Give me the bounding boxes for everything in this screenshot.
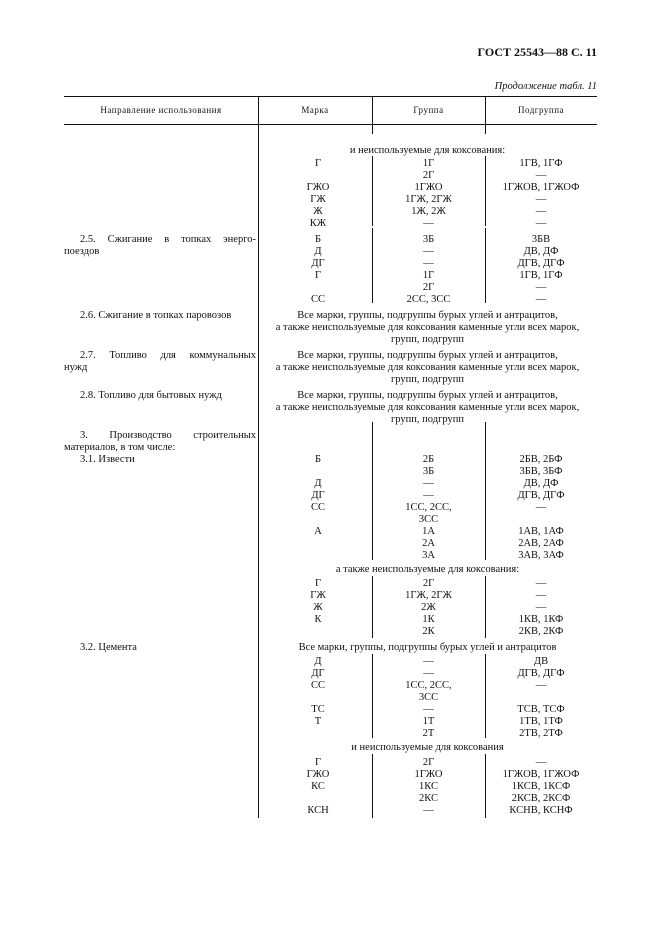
cell-subgroup: ДГВ, ДГФ <box>517 490 565 501</box>
cell-group: 3СС <box>418 514 439 525</box>
cell-group: 3СС <box>418 692 439 703</box>
direction-2-7-cont: нужд <box>64 362 88 373</box>
cell-group: 2Г <box>422 757 435 768</box>
span-note: а также неиспользуемые для коксования: <box>335 564 520 575</box>
span-all-grades-2b: а также неиспользуемые для коксования каменные угли всех марок, <box>275 362 580 373</box>
cell-subgroup: 2КСВ, 2КСФ <box>511 793 571 804</box>
cell-grade: ДГ <box>311 490 325 501</box>
cell-group: 1А <box>422 526 435 537</box>
cell-subgroup: ДВ, ДФ <box>523 246 559 257</box>
span-all-grades-3c: групп, подгрупп <box>391 414 464 425</box>
cell-grade: Д <box>314 478 322 489</box>
cell-subgroup: — <box>535 757 547 768</box>
cell-grade: Г <box>314 757 322 768</box>
cell-grade: СС <box>310 502 325 513</box>
cell-subgroup: 1ГЖОВ, 1ГЖОФ <box>502 769 580 780</box>
cell-subgroup: 1ГВ, 1ГФ <box>519 270 563 281</box>
cell-subgroup: ДВ <box>533 656 549 667</box>
cell-grade: ГЖ <box>310 590 326 601</box>
cell-grade: Ж <box>313 206 323 217</box>
span-all-grades-3a: Все марки, группы, подгруппы бурых углей и антрацитов, <box>297 390 558 401</box>
cell-group: 1Г <box>422 270 435 281</box>
cell-group: — <box>423 258 434 269</box>
cell-subgroup: — <box>535 602 547 613</box>
cell-subgroup: 1ГВ, 1ГФ <box>519 158 563 169</box>
cell-group: 2Б <box>422 454 435 465</box>
cell-group: 2Г <box>422 578 435 589</box>
direction-3: 3. Производство строительных <box>80 430 256 441</box>
cell-group: — <box>423 246 434 257</box>
cell-subgroup: 1ТВ, 1ТФ <box>519 716 563 727</box>
cell-group: 1ГЖ, 2ГЖ <box>405 194 452 205</box>
cell-group: 1ГЖ, 2ГЖ <box>405 590 452 601</box>
span-all-grades-1b: а также неиспользуемые для коксования каменные угли всех марок, <box>275 322 580 333</box>
cell-group: 2Ж <box>421 602 436 613</box>
cell-grade: К <box>314 614 322 625</box>
cell-group: 1СС, 2СС, <box>405 680 452 691</box>
cell-grade: КС <box>311 781 325 792</box>
span-all-grades-2a: Все марки, группы, подгруппы бурых углей и антрацитов, <box>297 350 558 361</box>
direction-2-8: 2.8. Топливо для бытовых нужд <box>80 390 222 401</box>
span-all-grades-4: Все марки, группы, подгруппы бурых углей и антрацитов <box>298 642 557 653</box>
cell-grade: Т <box>314 716 322 727</box>
cell-grade: Б <box>314 454 322 465</box>
cell-subgroup: 3БВ, 3БФ <box>519 466 563 477</box>
cell-group: 2СС, 3СС <box>406 294 451 305</box>
cell-group: — <box>423 668 434 679</box>
cell-grade: ТС <box>311 704 325 715</box>
table-header-rule <box>64 124 597 125</box>
cell-group: 3А <box>422 550 435 561</box>
cell-subgroup: 2ТВ, 2ТФ <box>519 728 563 739</box>
cell-group: 1СС, 2СС, <box>405 502 452 513</box>
span-all-grades-1a: Все марки, группы, подгруппы бурых углей и антрацитов, <box>297 310 558 321</box>
cell-grade: ДГ <box>311 258 325 269</box>
direction-2-7: 2.7. Топливо для коммунальных <box>80 350 256 361</box>
cell-group: 1Т <box>422 716 435 727</box>
cell-group: 1Г <box>422 158 435 169</box>
direction-3-2: 3.2. Цемента <box>80 642 137 653</box>
cell-grade: Ж <box>313 602 323 613</box>
cell-group: — <box>423 478 434 489</box>
table-top-rule <box>64 96 597 97</box>
cell-group: 2К <box>422 626 435 637</box>
cell-group: — <box>423 704 434 715</box>
cell-subgroup: — <box>535 282 547 293</box>
cell-subgroup: — <box>535 502 547 513</box>
cell-grade: КЖ <box>309 218 327 229</box>
cell-group: 2Г <box>422 170 435 181</box>
column-header-subgroup: Подгруппа <box>517 105 565 115</box>
cell-subgroup: ТСВ, ТСФ <box>517 704 565 715</box>
cell-subgroup: 1АВ, 1АФ <box>518 526 564 537</box>
cell-subgroup: 3АВ, 3АФ <box>518 550 564 561</box>
cell-subgroup: ДВ, ДФ <box>523 478 559 489</box>
cell-group: 1Ж, 2Ж <box>411 206 446 217</box>
cell-subgroup: 1КВ, 1КФ <box>518 614 564 625</box>
cell-group: 2А <box>422 538 435 549</box>
cell-grade: ДГ <box>311 668 325 679</box>
direction-2-5-cont: поездов <box>64 246 100 257</box>
cell-grade: А <box>314 526 322 537</box>
span-note: и неиспользуемые для коксования: <box>349 145 506 156</box>
cell-subgroup: 1ГЖОВ, 1ГЖОФ <box>502 182 580 193</box>
cell-group: 2КС <box>419 793 438 804</box>
page-header-title: ГОСТ 25543—88 С. 11 <box>477 45 597 59</box>
cell-grade: Д <box>314 656 322 667</box>
cell-subgroup: — <box>535 170 547 181</box>
span-note: и неиспользуемые для коксования <box>351 742 504 753</box>
column-header-group: Группа <box>413 105 444 115</box>
cell-grade: Д <box>314 246 322 257</box>
cell-subgroup: 2БВ, 2БФ <box>519 454 563 465</box>
cell-group: 1К <box>422 614 435 625</box>
cell-grade: СС <box>310 294 325 305</box>
cell-subgroup: — <box>535 218 547 229</box>
cell-subgroup: — <box>535 206 547 217</box>
cell-subgroup: ДГВ, ДГФ <box>517 668 565 679</box>
cell-subgroup: — <box>535 680 547 691</box>
cell-group: — <box>423 805 434 816</box>
cell-subgroup: КСНВ, КСНФ <box>509 805 573 816</box>
cell-group: 2Г <box>422 282 435 293</box>
cell-subgroup: — <box>535 590 547 601</box>
cell-subgroup: 1КСВ, 1КСФ <box>511 781 571 792</box>
cell-subgroup: ДГВ, ДГФ <box>517 258 565 269</box>
cell-group: 3Б <box>422 234 435 245</box>
cell-group: — <box>423 490 434 501</box>
cell-group: 1ГЖО <box>414 182 443 193</box>
table-continuation-label: Продолжение табл. 11 <box>494 81 597 92</box>
cell-grade: ГЖО <box>306 769 330 780</box>
cell-grade: Г <box>314 578 322 589</box>
cell-subgroup: — <box>535 294 547 305</box>
cell-grade: СС <box>310 680 325 691</box>
column-header-direction: Направление использования <box>100 105 222 115</box>
cell-subgroup: 2КВ, 2КФ <box>518 626 564 637</box>
cell-group: — <box>423 218 434 229</box>
cell-subgroup: 3БВ <box>531 234 551 245</box>
direction-3-1: 3.1. Извести <box>80 454 135 465</box>
direction-2-6: 2.6. Сжигание в топках паровозов <box>80 310 232 321</box>
cell-group: 1ГЖО <box>414 769 443 780</box>
column-header-grade: Марка <box>301 105 329 115</box>
cell-grade: КСН <box>307 805 329 816</box>
span-all-grades-1c: групп, подгрупп <box>391 334 464 345</box>
span-all-grades-2c: групп, подгрупп <box>391 374 464 385</box>
span-all-grades-3b: а также неиспользуемые для коксования каменные угли всех марок, <box>275 402 580 413</box>
cell-group: 1КС <box>419 781 438 792</box>
cell-grade: ГЖО <box>306 182 330 193</box>
cell-subgroup: — <box>535 578 547 589</box>
direction-3-cont: материалов, в том числе: <box>64 442 176 453</box>
cell-group: 3Б <box>422 466 435 477</box>
cell-grade: Г <box>314 270 322 281</box>
cell-grade: Г <box>314 158 322 169</box>
direction-2-5: 2.5. Сжигание в топках энерго- <box>80 234 256 245</box>
cell-grade: ГЖ <box>310 194 326 205</box>
cell-group: — <box>423 656 434 667</box>
cell-grade: Б <box>314 234 322 245</box>
cell-subgroup: — <box>535 194 547 205</box>
cell-group: 2Т <box>422 728 435 739</box>
cell-subgroup: 2АВ, 2АФ <box>518 538 564 549</box>
